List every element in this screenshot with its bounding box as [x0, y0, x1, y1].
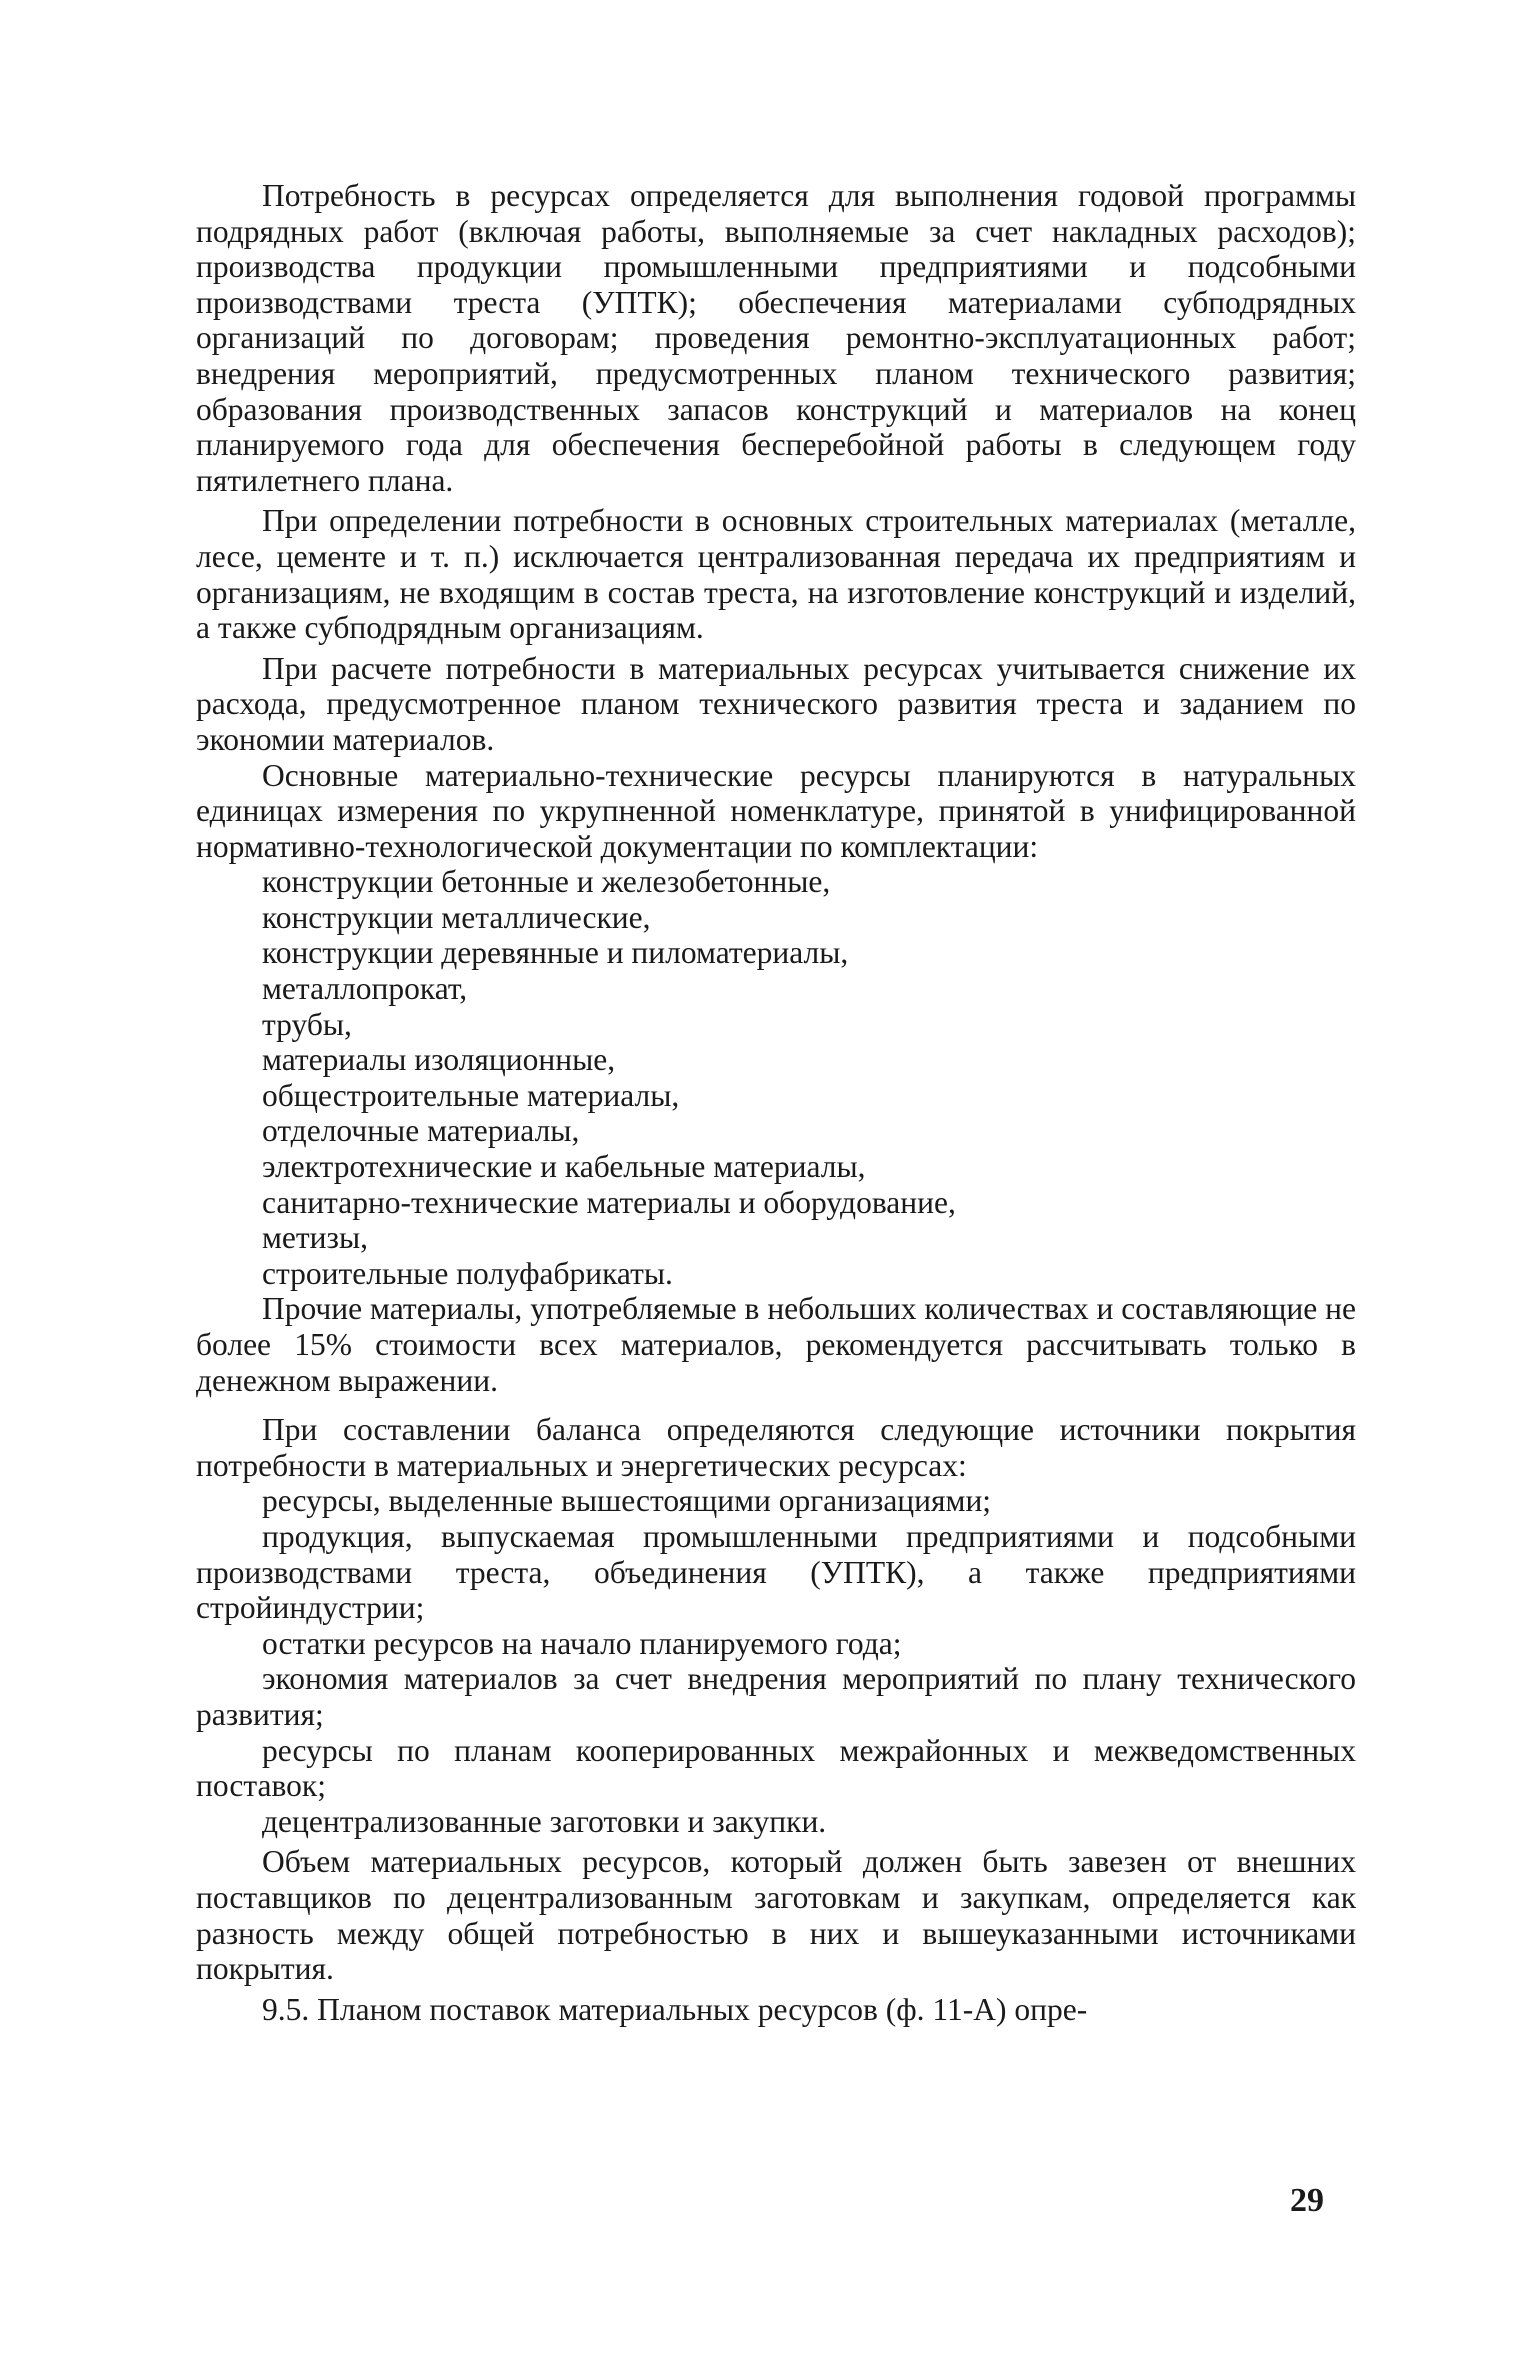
page-number: 29 — [1290, 2182, 1324, 2219]
list-item: остатки ресурсов на начало планируемого года; — [262, 1625, 902, 1661]
list-item: металлопрокат, — [262, 971, 468, 1007]
list-item: децентрализованные заготовки и закупки. — [262, 1803, 827, 1839]
list-item: ресурсы по планам кооперированных межрайонных и межведомственных поставок; — [196, 1732, 1356, 1804]
list-item: трубы, — [262, 1006, 352, 1042]
paragraph-volume: Объем материальных ресурсов, который должен быть завезен от внешних поставщиков по децентрализованным заготовкам и закупкам, определяется как разность между общей потребностью в них и вышеуказанными источниками покрытия. — [196, 1844, 1356, 1987]
list-item: электротехнические и кабельные материалы, — [262, 1149, 866, 1185]
list-item: отделочные материалы, — [262, 1113, 580, 1149]
list-item: ресурсы, выделенные вышестоящими организациями; — [262, 1483, 992, 1519]
paragraph-consumption-reduction: При расчете потребности в материальных ресурсах учитывается снижение их расхода, предусмотренное планом технического развития треста и заданием по экономии материалов. — [196, 650, 1356, 757]
list-item: конструкции бетонные и железобетонные, — [262, 864, 831, 900]
document-body — [196, 178, 1356, 2027]
list-item: конструкции деревянные и пиломатериалы, — [262, 935, 849, 971]
sources-list — [196, 1483, 1356, 1839]
list-item: общестроительные материалы, — [262, 1077, 680, 1113]
paragraph-centralized-transfer: При определении потребности в основных строительных материалах (металле, лесе, цементе и т. п.) исключается централизованная передача их предприятиям и организациям, не входящим в состав треста, на изготовление конструкций и изделий, а также субподрядным организациям. — [196, 503, 1356, 646]
resource-list — [196, 864, 1356, 1291]
paragraph-delivery-plan: 9.5. Планом поставок материальных ресурсов (ф. 11-А) опре- — [262, 1991, 1088, 2027]
list-item: санитарно-технические материалы и оборудование, — [262, 1184, 956, 1220]
paragraph-other-materials: Прочие материалы, употребляемые в небольших количествах и составляющие не более 15% стоимости всех материалов, рекомендуется рассчитывать только в денежном выражении. — [196, 1291, 1356, 1398]
list-item: материалы изоляционные, — [262, 1042, 616, 1078]
list-item: продукция, выпускаемая промышленными предприятиями и подсобными производствами треста, объединения (УПТК), а также предприятиями стройиндустрии; — [196, 1518, 1356, 1626]
list-item: строительные полуфабрикаты. — [262, 1255, 673, 1291]
list-item: экономия материалов за счет внедрения мероприятий по плану технического развития; — [196, 1661, 1356, 1732]
paragraph-main-resources: Основные материально-технические ресурсы планируются в натуральных единицах измерения по укрупненной номенклатуре, принятой в унифицированной нормативно-технологической документации по комплектации: — [196, 757, 1356, 864]
paragraph-resource-needs: Потребность в ресурсах определяется для выполнения годовой программы подрядных работ (включая работы, выполняемые за счет накладных расходов); производства продукции промышленными предприятиями и подсобными производствами треста (УПТК); обеспечения материалами субподрядных организаций по договорам; проведения ремонтно-эксплуатационных работ; внедрения мероприятий, предусмотренных планом технического развития; образования производственных запасов конструкций и материалов на конец планируемого года для обеспечения бесперебойной работы в следующем году пятилетнего плана. — [196, 178, 1356, 498]
list-item: конструкции металлические, — [262, 899, 651, 935]
paragraph-balance: При составлении баланса определяются следующие источники покрытия потребности в материальных и энергетических ресурсах: — [196, 1412, 1356, 1483]
list-item: метизы, — [262, 1220, 369, 1256]
